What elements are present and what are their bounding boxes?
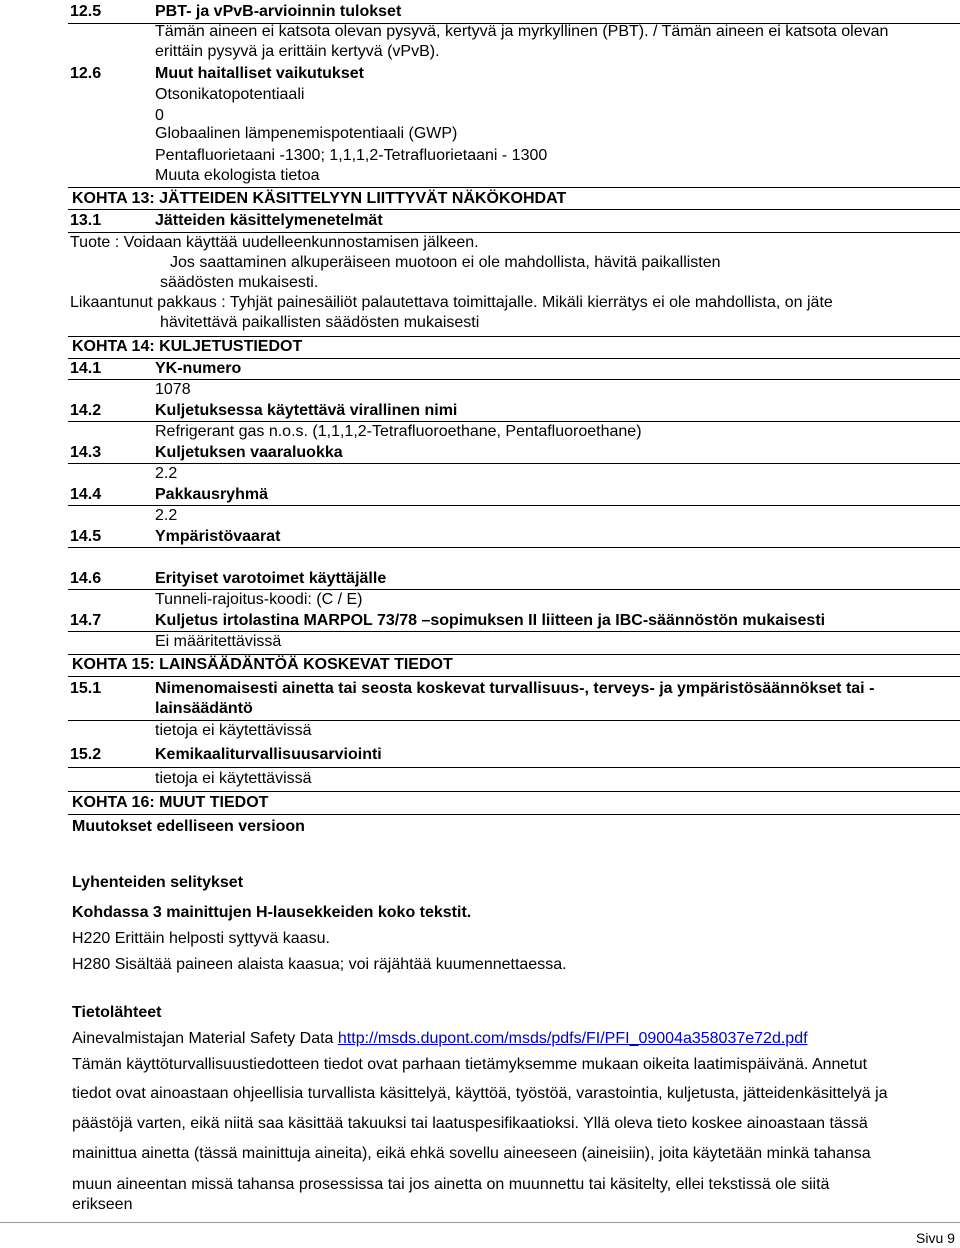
section-title: Muut haitalliset vaikutukset xyxy=(155,65,364,82)
source-link[interactable]: http://msds.dupont.com/msds/pdfs/FI/PFI_09004a358037e72d.pdf xyxy=(337,1030,808,1047)
section-number: 14.3 xyxy=(70,444,102,461)
body-text: H280 Sisältää paineen alaista kaasua; voi räjähtää kuumennettaessa. xyxy=(72,956,567,973)
section-title: Kemikaaliturvallisuusarviointi xyxy=(155,746,382,763)
source-label: Ainevalmistajan Material Safety Data xyxy=(72,1030,338,1047)
section-title: Pakkausryhmä xyxy=(155,486,268,503)
subheading: Kohdassa 3 mainittujen H-lausekkeiden koko tekstit. xyxy=(72,904,472,921)
section-number: 14.1 xyxy=(70,360,102,377)
section-number: 15.1 xyxy=(70,680,102,697)
divider xyxy=(68,547,960,548)
section-number: 14.7 xyxy=(70,612,102,629)
section-heading: KOHTA 16: MUUT TIEDOT xyxy=(72,794,269,811)
section-number: 14.2 xyxy=(70,402,102,419)
divider xyxy=(68,379,960,380)
footer-divider xyxy=(0,1222,960,1223)
disclaimer-line: muun aineentan missä tahansa prosessissa tai jos ainetta on muunnettu tai käsitelty, ellei tekstissä ole siitä xyxy=(72,1176,830,1193)
field-value: Ei määritettävissä xyxy=(155,633,282,650)
body-text: Tämän aineen ei katsota olevan pysyvä, kertyvä ja myrkyllinen (PBT). / Tämän aineen ei katsota olevan xyxy=(155,23,889,40)
field-value: 1078 xyxy=(155,381,191,398)
subheading: Lyhenteiden selitykset xyxy=(72,874,244,891)
page-number: Sivu 9 xyxy=(916,1230,955,1246)
section-title: Nimenomaisesti ainetta tai seosta koskevat turvallisuus-, terveys- ja ympäristösäännökset tai - xyxy=(155,680,875,697)
field-value: 2.2 xyxy=(155,465,178,482)
body-text: Globaalinen lämpenemispotentiaali (GWP) xyxy=(155,125,458,142)
divider xyxy=(68,463,960,464)
section-title: Kuljetuksen vaaraluokka xyxy=(155,444,343,461)
body-text: hävitettävä paikallisten säädösten mukaisesti xyxy=(160,314,480,331)
section-number: 12.6 xyxy=(70,65,102,82)
section-title: Erityiset varotoimet käyttäjälle xyxy=(155,570,387,587)
section-number: 14.6 xyxy=(70,570,102,587)
divider xyxy=(68,676,960,677)
section-title: lainsäädäntö xyxy=(155,700,253,717)
body-text: erittäin pysyvä ja erittäin kertyvä (vPvB). xyxy=(155,43,440,60)
section-title: YK-numero xyxy=(155,360,242,377)
section-heading: KOHTA 13: JÄTTEIDEN KÄSITTELYYN LIITTYVÄT NÄKÖKOHDAT xyxy=(72,190,567,207)
section-heading: KOHTA 15: LAINSÄÄDÄNTÖÄ KOSKEVAT TIEDOT xyxy=(72,656,453,673)
divider xyxy=(68,814,960,815)
body-text: 0 xyxy=(155,107,164,124)
section-title: Ympäristövaarat xyxy=(155,528,281,545)
body-text: Otsonikatopotentiaali xyxy=(155,86,305,103)
body-text: Pentafluorietaani -1300; 1,1,1,2-Tetrafluorietaani - 1300 xyxy=(155,147,548,164)
divider xyxy=(68,767,960,768)
section-title: Jätteiden käsittelymenetelmät xyxy=(155,212,383,229)
disclaimer-line: Tämän käyttöturvallisuustiedotteen tiedot ovat parhaan tietämyksemme mukaan oikeita laatimispäivänä. Annetut xyxy=(72,1056,868,1073)
field-value: Refrigerant gas n.o.s. (1,1,1,2-Tetrafluoroethane, Pentafluoroethane) xyxy=(155,423,642,440)
section-number: 14.5 xyxy=(70,528,102,545)
disclaimer-line: mainittua ainetta (tässä mainittuja aineita), eikä ehkä sovellu aineeseen (aineisiin), joita käytetään minkä tahansa xyxy=(72,1145,871,1162)
section-title: Kuljetuksessa käytettävä virallinen nimi xyxy=(155,402,458,419)
body-text: Likaantunut pakkaus : Tyhjät painesäiliöt palautettava toimittajalle. Mikäli kierrätys ei ole mahdollista, on jäte xyxy=(70,294,833,311)
section-number: 13.1 xyxy=(70,212,102,229)
subheading: Muutokset edelliseen versioon xyxy=(72,818,305,835)
disclaimer-line: tiedot ovat ainoastaan ohjeellisia turvallista käsittelyä, käyttöä, työstöä, varastointia, kuljetusta, jätteidenkäsittelyä ja xyxy=(72,1085,888,1102)
body-text: Jos saattaminen alkuperäiseen muotoon ei ole mahdollista, hävitä paikallisten xyxy=(170,254,721,271)
divider xyxy=(68,187,960,188)
section-title: PBT- ja vPvB-arvioinnin tulokset xyxy=(155,3,402,20)
body-text: Muuta ekologista tietoa xyxy=(155,167,320,184)
source-line xyxy=(72,1029,808,1049)
section-title: Kuljetus irtolastina MARPOL 73/78 –sopimuksen II liitteen ja IBC-säännöstön mukaisesti xyxy=(155,612,826,629)
body-text: Tuote : Voidaan käyttää uudelleenkunnostamisen jälkeen. xyxy=(70,234,479,251)
field-value: Tunneli-rajoitus-koodi: (C / E) xyxy=(155,591,363,608)
disclaimer-line: erikseen xyxy=(72,1196,133,1213)
divider xyxy=(68,505,960,506)
disclaimer-line: päästöjä varten, eikä niitä saa käsittää takuuksi tai laatuspesifikaatioksi. Yllä oleva tieto koskee ainoastaan tässä xyxy=(72,1115,868,1132)
field-value: 2.2 xyxy=(155,507,178,524)
field-value: tietoja ei käytettävissä xyxy=(155,770,312,787)
field-value: tietoja ei käytettävissä xyxy=(155,722,312,739)
divider xyxy=(68,209,960,210)
body-text: säädösten mukaisesti. xyxy=(160,274,319,291)
divider xyxy=(68,791,960,792)
section-number: 12.5 xyxy=(70,3,102,20)
section-number: 14.4 xyxy=(70,486,102,503)
section-heading: KOHTA 14: KULJETUSTIEDOT xyxy=(72,338,303,355)
body-text: H220 Erittäin helposti syttyvä kaasu. xyxy=(72,930,330,947)
subheading: Tietolähteet xyxy=(72,1004,162,1021)
section-number: 15.2 xyxy=(70,746,102,763)
